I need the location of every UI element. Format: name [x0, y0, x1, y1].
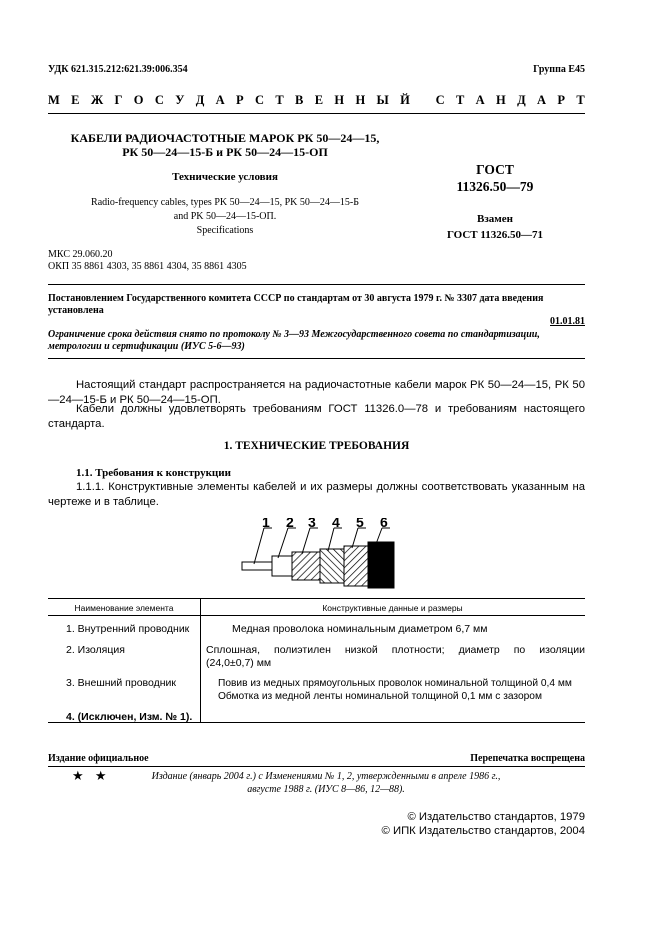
title-line-1: КАБЕЛИ РАДИОЧАСТОТНЫЕ МАРОК РК 50—24—15, [70, 131, 380, 145]
table-row-3-data: Повив из медных прямоугольных проволок номинальной толщиной 0,4 мм [218, 678, 572, 689]
decree-text: Постановлением Государственного комитета СССР по стандартам от 30 августа 1979 г. № 3307 дата введения установлена [48, 293, 544, 316]
replaces-code: ГОСТ 11326.50—71 [446, 229, 544, 241]
decree-rule [48, 358, 585, 359]
codes-rule [48, 284, 585, 285]
edition-note [126, 770, 526, 796]
standard-type-letter: У [175, 93, 185, 107]
table-header-data: Конструктивные данные и размеры [322, 603, 463, 613]
standard-type-letter: Г [114, 93, 123, 107]
table-row-3-name: 3. Внешний проводник [66, 677, 177, 689]
outer-conductor-shape [292, 552, 320, 580]
udk-code: УДК 621.315.212:621.39:006.354 [48, 64, 188, 75]
gost-number [420, 161, 570, 195]
standard-type-letter: Ж [90, 93, 104, 107]
standard-type-letter: Т [576, 93, 585, 107]
drawing-label-3: 3 [308, 518, 316, 530]
english-title [66, 196, 384, 238]
drawing-label-6: 6 [380, 518, 388, 530]
table-row-1-name: 1. Внутренний проводник [66, 623, 190, 635]
table-row-2-data-cont: (24,0±0,7) мм [206, 657, 272, 669]
section-heading: 1. ТЕХНИЧЕСКИЕ ТРЕБОВАНИЯ [223, 440, 410, 452]
en-title-line-3: Specifications [196, 225, 254, 236]
standard-type-letter [421, 93, 424, 108]
standard-type-letter: Н [355, 93, 366, 107]
table-header-rule [48, 615, 585, 616]
standard-type-letter: С [154, 93, 164, 107]
limitation-text: Ограничение срока действия снято по протоколу № 3—93 Межгосударственного совета по стандартизации, метрологии и сертификации (ИУС 5-6—93) [48, 329, 540, 352]
standard-type-letter: Е [314, 93, 324, 107]
standard-type-letter: О [133, 93, 144, 107]
insulation-shape [272, 556, 292, 576]
standard-type [48, 93, 585, 108]
copyright-block [381, 810, 585, 838]
intro-paragraph-1: Настоящий стандарт распространяется на радиочастотные кабели марок РК 50—24—15, РК 50—24—15-Б и РК 50—24—15-ОП. [48, 379, 585, 406]
cable-drawing [238, 518, 398, 590]
okp-code: ОКП 35 8861 4303, 35 8861 4304, 35 8861 4305 [48, 261, 247, 272]
classification-codes [48, 249, 247, 273]
group-code: Группа Е45 [533, 64, 585, 75]
standard-type-letter: С [435, 93, 445, 107]
subsection-paragraph: 1.1.1. Конструктивные элементы кабелей и их размеры должны соответствовать указанным на чертеже и в таблице. [48, 481, 585, 508]
inner-conductor-shape [242, 562, 272, 570]
standard-type-letter: Ы [376, 93, 389, 107]
introduction-date: 01.01.81 [550, 316, 585, 327]
table-row-4-name: 4. (Исключен, Изм. № 1). [66, 711, 193, 723]
document-title [66, 131, 384, 159]
reprint-notice: Перепечатка воспрещена [470, 753, 585, 764]
title-line-2: РК 50—24—15-Б и РК 50—24—15-ОП [122, 145, 328, 159]
edition-line-1: Издание (январь 2004 г.) с Изменениями № 1, 2, утвержденными в апреле 1986 г., [151, 771, 501, 782]
replaces-block [420, 211, 570, 243]
edition-line-2: августе 1988 г. (ИУС 8—86, 12—88). [247, 784, 405, 795]
drawing-label-1: 1 [262, 518, 270, 530]
layer-5-shape [344, 546, 368, 586]
standard-type-letter: Н [496, 93, 506, 107]
header-rule [48, 113, 585, 114]
standard-type-letter: Р [557, 93, 566, 107]
table-row-1-data: Медная проволока номинальным диаметром 6,7 мм [232, 623, 488, 635]
document-subtitle: Технические условия [172, 171, 278, 183]
table-bottom-rule [48, 722, 585, 723]
table-row-2-name: 2. Изоляция [66, 644, 125, 656]
drawing-label-5: 5 [356, 518, 364, 530]
drawing-label-4: 4 [332, 518, 340, 530]
standard-type-letter: Т [455, 93, 465, 107]
table-top-rule [48, 598, 585, 599]
replaces-label: Взамен [477, 213, 513, 225]
standard-type-letter: В [295, 93, 304, 107]
intro-paragraph-2: Кабели должны удовлетворять требованиям ГОСТ 11326.0—78 и требованиям настоящего стандарта. [48, 403, 585, 430]
standard-type-letter: С [255, 93, 265, 107]
gost-label: ГОСТ [476, 162, 514, 177]
standard-type-letter: Н [334, 93, 345, 107]
standard-type-letter: Д [517, 93, 526, 107]
gost-code: 11326.50—79 [456, 179, 534, 194]
standard-type-letter: А [215, 93, 225, 107]
standard-type-letter: Е [71, 93, 80, 107]
stars-icon: ★ ★ [72, 768, 111, 783]
standard-type-letter: Й [400, 93, 410, 107]
tape-shape [320, 549, 344, 583]
copyright-2: © ИПК Издательство стандартов, 2004 [381, 825, 585, 837]
official-edition-label: Издание официальное [48, 753, 149, 764]
standard-type-letter: Т [275, 93, 284, 107]
subsection-heading: 1.1. Требования к конструкции [76, 467, 231, 479]
standard-type-letter: А [537, 93, 547, 107]
standard-type-letter: Р [236, 93, 244, 107]
en-title-line-1: Radio-frequency cables, types PK 50—24—15, PK 50—24—15-Б [91, 197, 359, 208]
standard-type-letter: А [475, 93, 485, 107]
drawing-label-2: 2 [286, 518, 294, 530]
standard-type-letter: М [48, 93, 60, 107]
standard-type-letter: Д [195, 93, 205, 107]
table-row-2-data: Сплошная, полиэтилен низкой плотности; диаметр по изоляции [206, 644, 585, 656]
footer-rule [48, 766, 585, 767]
table-column-divider [200, 598, 201, 722]
table-header-element: Наименование элемента [74, 603, 174, 613]
sheath-shape [368, 542, 394, 588]
mks-code: МКС 29.060.20 [48, 249, 113, 260]
table-row-3-data-cont: Обмотка из медной ленты номинальной толщиной 0,1 мм с зазором [218, 691, 542, 702]
copyright-1: © Издательство стандартов, 1979 [407, 811, 585, 823]
en-title-line-2: and PK 50—24—15-ОП. [173, 211, 277, 222]
